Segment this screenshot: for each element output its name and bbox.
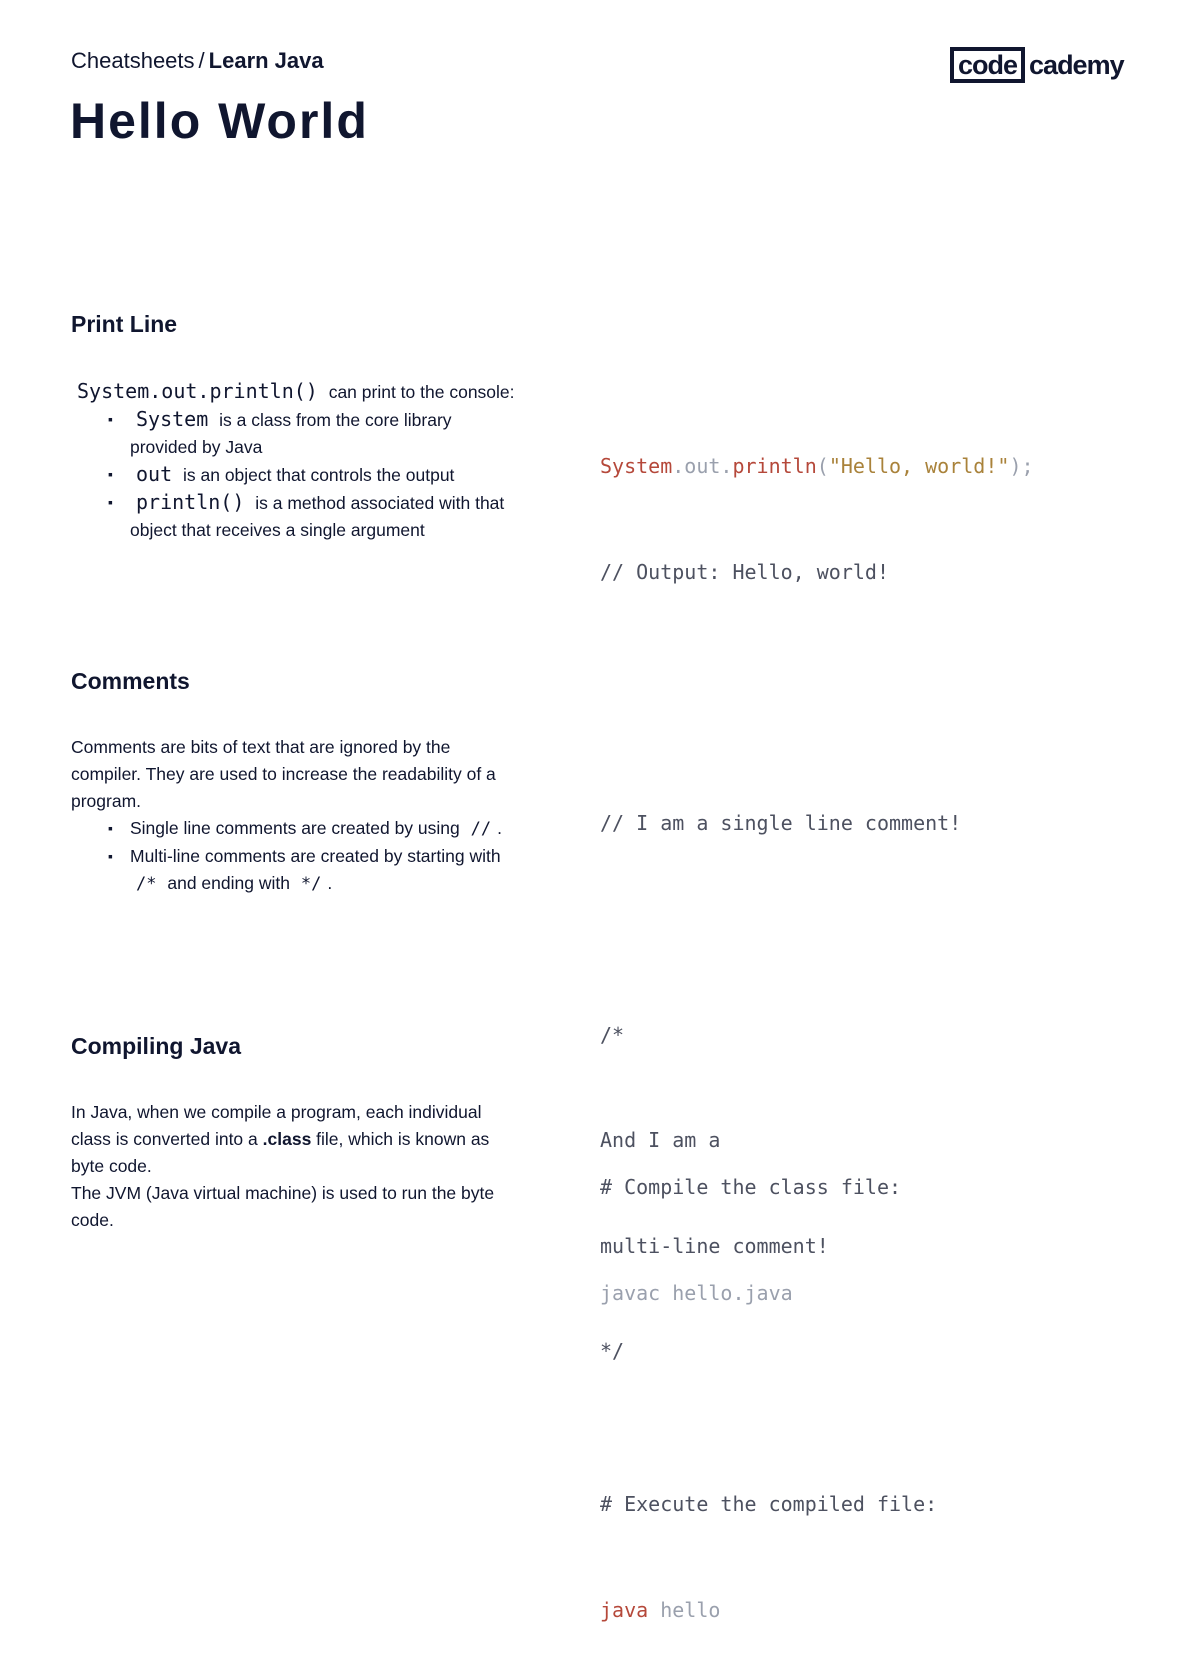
section-title-print-line: Print Line [71, 311, 178, 337]
breadcrumb [71, 48, 324, 74]
code-line: // I am a single line comment! [600, 811, 962, 836]
print-line-bullets [71, 406, 521, 544]
inline-code: // [470, 819, 492, 839]
print-line-code-example [600, 379, 1034, 625]
breadcrumb-current[interactable]: Learn Java [208, 48, 324, 73]
list-item: ▪ out is an object that controls the output [130, 461, 521, 489]
inline-code: out [136, 462, 173, 486]
code-line: And I am a [600, 1128, 721, 1153]
code-line: /* [600, 1022, 625, 1047]
code-line: System.out.println("Hello, world!"); [600, 454, 1034, 479]
logo-box-text: code [950, 47, 1025, 83]
list-item: ▪ Multi-line comments are created by starting with /* and ending with */ . [130, 843, 521, 898]
page-title: Hello World [70, 93, 369, 149]
comments-description [71, 734, 521, 898]
comments-bullets [71, 815, 521, 898]
list-item: ▪ Single line comments are created by using // . [130, 815, 521, 843]
logo-rest-text: cademy [1029, 50, 1124, 80]
code-line: # Execute the compiled file: [600, 1492, 938, 1517]
code-line: multi-line comment! [600, 1233, 829, 1258]
code-line: javac hello.java [600, 1281, 793, 1305]
section-title-comments: Comments [71, 668, 190, 694]
inline-code: println() [136, 490, 245, 514]
print-line-description [71, 378, 521, 544]
inline-code: System.out.println() [77, 379, 318, 403]
code-line: // Output: Hello, world! [600, 560, 889, 584]
comments-paragraph: Comments are bits of text that are ignored by the compiler. They are used to increase the readability of a program. [71, 737, 496, 811]
code-line: # Compile the class file: [600, 1175, 902, 1200]
breadcrumb-separator: / [198, 48, 205, 73]
code-line: java hello [600, 1597, 721, 1622]
code-line [600, 1382, 937, 1417]
breadcrumb-link-cheatsheets[interactable]: Cheatsheets [71, 48, 195, 73]
compiling-description [71, 1099, 521, 1234]
inline-code: /* [136, 874, 157, 894]
section-title-compiling-java: Compiling Java [71, 1033, 241, 1059]
codecademy-logo[interactable] [950, 46, 1124, 84]
print-line-intro: System.out.println() can print to the console: [71, 378, 521, 406]
list-item: ▪ System is a class from the core library provided by Java [130, 406, 521, 461]
code-line: */ [600, 1339, 625, 1364]
compiling-paragraph-1: In Java, when we compile a program, each individual class is converted into a .class file, which is known as byte code. [71, 1102, 490, 1176]
inline-code: */ [300, 874, 322, 894]
code-line [600, 912, 961, 947]
compiling-code-example [600, 1100, 937, 1663]
list-item: ▪ println() is a method associated with that object that receives a single argument [130, 489, 521, 544]
inline-code: System [136, 407, 209, 431]
compiling-paragraph-2: The JVM (Java virtual machine) is used to run the byte code. [71, 1183, 495, 1230]
